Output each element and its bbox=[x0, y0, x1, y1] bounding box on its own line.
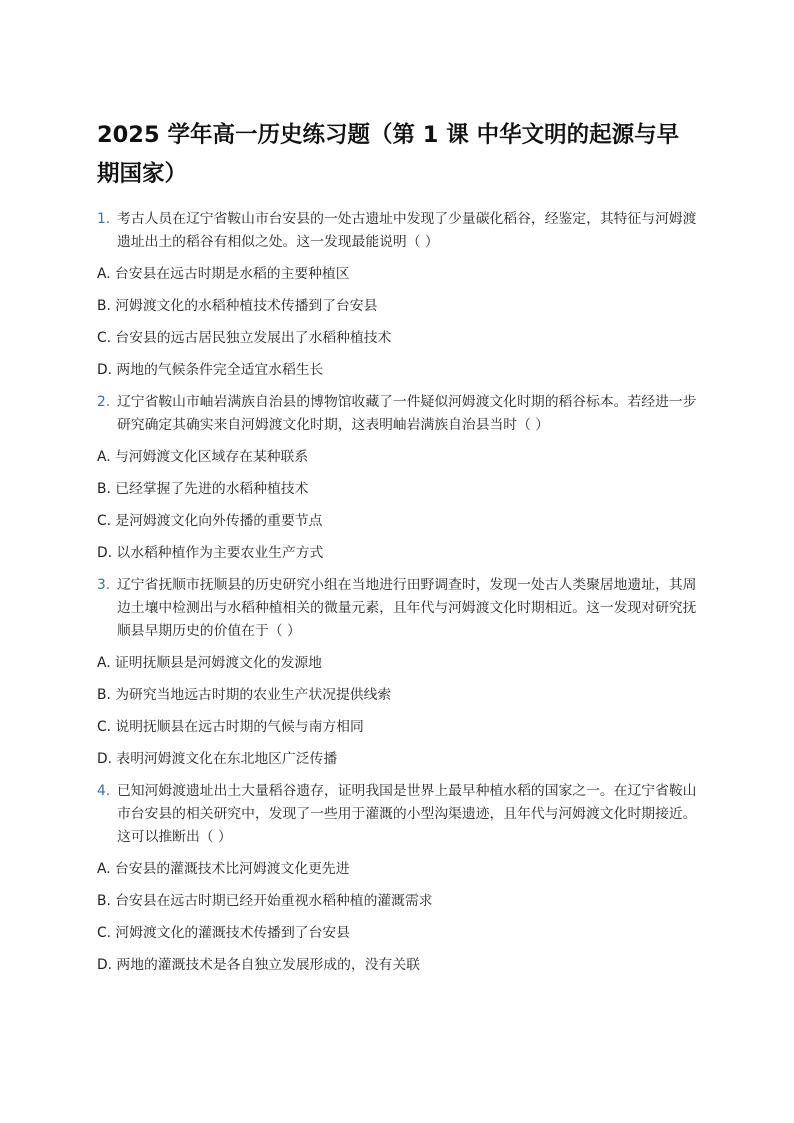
question-3 bbox=[97, 574, 697, 771]
option-a bbox=[97, 263, 697, 286]
option-c bbox=[97, 716, 697, 739]
option-d bbox=[97, 954, 697, 977]
option-letter: D. bbox=[97, 362, 113, 378]
option-letter: A. bbox=[97, 655, 111, 671]
question-stem: 已知河姆渡遗址出土大量稻谷遗存，证明我国是世界上最早种植水稻的国家之一。在辽宁省鞍山市台安县的相关研究中，发现了一些用于灌溉的小型沟渠遗迹，且年代与河姆渡文化时期接近。这可以推断出（ ） bbox=[117, 783, 697, 845]
option-letter: C. bbox=[97, 330, 112, 346]
question-number: 1. bbox=[97, 211, 111, 227]
option-letter: C. bbox=[97, 719, 112, 735]
option-letter: B. bbox=[97, 893, 111, 909]
option-text: 河姆渡文化的灌溉技术传播到了台安县 bbox=[115, 925, 350, 941]
question-stem: 考古人员在辽宁省鞍山市台安县的一处古遗址中发现了少量碳化稻谷，经鉴定，其特征与河姆渡遗址出土的稻谷有相似之处。这一发现最能说明（ ） bbox=[117, 211, 697, 250]
question-number: 4. bbox=[97, 783, 111, 799]
option-c bbox=[97, 510, 697, 533]
page-title: 2025 学年高一历史练习题（第 1 课 中华文明的起源与早期国家） bbox=[97, 122, 680, 187]
option-b bbox=[97, 890, 697, 913]
option-text: 河姆渡文化的水稻种植技术传播到了台安县 bbox=[115, 298, 378, 314]
option-d bbox=[97, 748, 697, 771]
option-text: 已经掌握了先进的水稻种植技术 bbox=[115, 481, 309, 497]
option-c bbox=[97, 922, 697, 945]
option-b bbox=[97, 684, 697, 707]
question-number: 3. bbox=[97, 577, 111, 593]
question-stem: 辽宁省抚顺市抚顺县的历史研究小组在当地进行田野调查时，发现一处古人类聚居地遗址，其周边土壤中检测出与水稻种植相关的微量元素，且年代与河姆渡文化时期相近。这一发现对研究抚顺县早期历史的价值在于（ ） bbox=[117, 577, 697, 639]
option-text: 台安县的灌溉技术比河姆渡文化更先进 bbox=[114, 861, 350, 877]
option-text: 两地的灌溉技术是各自独立发展形成的，没有关联 bbox=[116, 957, 420, 973]
option-letter: A. bbox=[97, 266, 111, 282]
option-letter: B. bbox=[97, 298, 111, 314]
option-text: 两地的气候条件完全适宜水稻生长 bbox=[116, 362, 324, 378]
question-stem: 辽宁省鞍山市岫岩满族自治县的博物馆收藏了一件疑似河姆渡文化时期的稻谷标本。若经进一步研究确定其确实来自河姆渡文化时期，这表明岫岩满族自治县当时（ ） bbox=[117, 394, 697, 433]
option-text: 为研究当地远古时期的农业生产状况提供线索 bbox=[115, 687, 392, 703]
option-letter: A. bbox=[97, 449, 111, 465]
option-letter: D. bbox=[97, 751, 113, 767]
option-text: 台安县在远古时期已经开始重视水稻种植的灌溉需求 bbox=[115, 893, 433, 909]
option-a bbox=[97, 858, 697, 881]
option-text: 台安县的远古居民独立发展出了水稻种植技术 bbox=[115, 330, 392, 346]
option-text: 台安县在远古时期是水稻的主要种植区 bbox=[114, 266, 350, 282]
option-d bbox=[97, 542, 697, 565]
option-b bbox=[97, 295, 697, 318]
option-a bbox=[97, 652, 697, 675]
option-a bbox=[97, 446, 697, 469]
question-number: 2. bbox=[97, 394, 111, 410]
option-text: 说明抚顺县在远古时期的气候与南方相同 bbox=[115, 719, 364, 735]
option-letter: B. bbox=[97, 687, 111, 703]
document-page bbox=[97, 116, 697, 986]
option-text: 证明抚顺县是河姆渡文化的发源地 bbox=[114, 655, 322, 671]
option-c bbox=[97, 327, 697, 350]
option-text: 是河姆渡文化向外传播的重要节点 bbox=[115, 513, 323, 529]
option-b bbox=[97, 478, 697, 501]
question-2 bbox=[97, 391, 697, 565]
option-d bbox=[97, 359, 697, 382]
option-letter: C. bbox=[97, 513, 112, 529]
option-text: 以水稻种植作为主要农业生产方式 bbox=[116, 545, 324, 561]
option-letter: A. bbox=[97, 861, 111, 877]
option-letter: B. bbox=[97, 481, 111, 497]
option-letter: D. bbox=[97, 545, 113, 561]
question-4 bbox=[97, 780, 697, 977]
option-letter: C. bbox=[97, 925, 112, 941]
option-text: 表明河姆渡文化在东北地区广泛传播 bbox=[116, 751, 338, 767]
option-letter: D. bbox=[97, 957, 113, 973]
question-1 bbox=[97, 208, 697, 382]
option-text: 与河姆渡文化区域存在某种联系 bbox=[114, 449, 309, 465]
